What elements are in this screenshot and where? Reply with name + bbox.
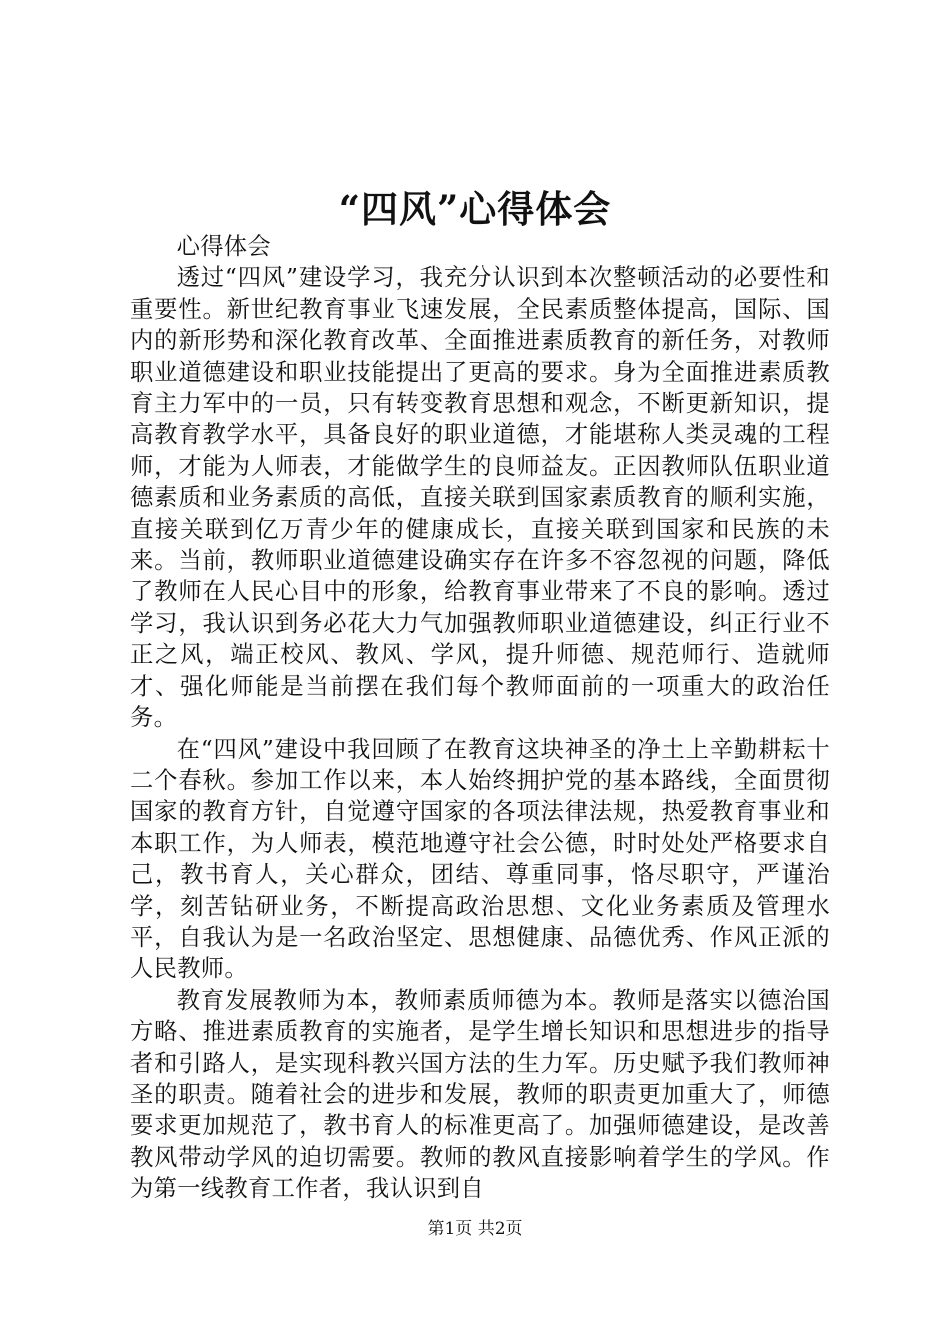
paragraph: 在“四风”建设中我回顾了在教育这块神圣的净土上辛勤耕耘十二个春秋。参加工作以来，本人始终拥护党的基本路线，全面贯彻国家的教育方针，自觉遵守国家的各项法律法规，热爱教育事业和本职工作，为人师表，模范地遵守社会公德，时时处处严格要求自己，教书育人，关心群众，团结、尊重同事，恪尽职守，严谨治学，刻苦钻研业务，不断提高政治思想、文化业务素质及管理水平，自我认为是一名政治坚定、思想健康、品德优秀、作风正派的人民教师。 [130, 735, 830, 983]
paragraph-subheading: 心得体会 [176, 233, 271, 260]
paragraph: 教育发展教师为本，教师素质师德为本。教师是落实以德治国方略、推进素质教育的实施者，是学生增长知识和思想进步的指导者和引路人，是实现科教兴国方法的生力军。历史赋予我们教师神圣的职责。随着社会的进步和发展，教师的职责更加重大了，师德要求更加规范了，教书育人的标准更高了。加强师德建设，是改善教风带动学风的迫切需要。教师的教风直接影响着学生的学风。作为第一线教育工作者，我认识到自 [130, 986, 830, 1203]
page-number-footer: 第1页 共2页 [427, 1219, 523, 1239]
document-body [130, 231, 830, 1205]
paragraph: 透过“四风”建设学习，我充分认识到本次整顿活动的必要性和重要性。新世纪教育事业飞速发展，全民素质整体提高，国际、国内的新形势和深化教育改革、全面推进素质教育的新任务，对教师职业道德建设和职业技能提出了更高的要求。身为全面推进素质教育主力军中的一员，只有转变教育思想和观念，不断更新知识，提高教育教学水平，具备良好的职业道德，才能堪称人类灵魂的工程师，才能为人师表，才能做学生的良师益友。正因教师队伍职业道德素质和业务素质的高低，直接关联到国家素质教育的顺利实施，直接关联到亿万青少年的健康成长，直接关联到国家和民族的未来。当前，教师职业道德建设确实存在许多不容忽视的问题，降低了教师在人民心目中的形象，给教育事业带来了不良的影响。透过学习，我认识到务必花大力气加强教师职业道德建设，纠正行业不正之风，端正校风、教风、学风，提升师德、规范师行、造就师才、强化师能是当前摆在我们每个教师面前的一项重大的政治任务。 [130, 264, 830, 732]
document-title: “四风”心得体会 [338, 187, 612, 231]
